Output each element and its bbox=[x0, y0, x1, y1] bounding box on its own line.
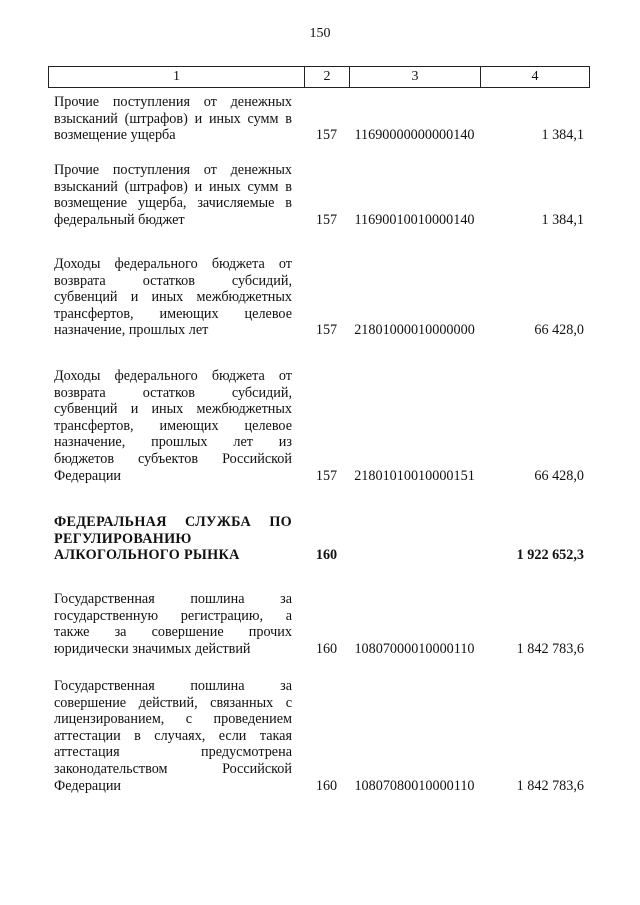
row-budget-code: 10807000010000110 bbox=[354, 640, 475, 657]
description-line: Федерации bbox=[54, 777, 122, 794]
row-amount: 66 428,0 bbox=[534, 467, 584, 484]
description-line: государственную регистрацию, а bbox=[54, 607, 292, 624]
description-line: Федерации bbox=[54, 467, 122, 484]
row-description bbox=[54, 162, 292, 228]
row-amount: 1 922 652,3 bbox=[516, 547, 584, 564]
description-line: совершение действий, связанных с bbox=[54, 694, 292, 711]
row-description bbox=[54, 591, 292, 657]
column-header-2: 2 bbox=[305, 67, 350, 87]
row-amount: 1 384,1 bbox=[541, 211, 584, 228]
description-line: Доходы федерального бюджета от bbox=[54, 256, 292, 272]
row-description bbox=[54, 678, 292, 794]
description-line: Доходы федерального бюджета от bbox=[54, 368, 292, 384]
column-header-3: 3 bbox=[350, 67, 481, 87]
row-budget-code: 21801000010000000 bbox=[354, 322, 475, 339]
row-admin-code: 157 bbox=[315, 467, 338, 484]
description-line: возврата остатков субсидий, bbox=[54, 384, 292, 401]
row-admin-code: 160 bbox=[315, 640, 338, 657]
row-description bbox=[54, 368, 292, 484]
description-line: аттестация предусмотрена bbox=[54, 744, 292, 761]
description-line: трансфертов, имеющих целевое bbox=[54, 417, 292, 434]
description-line: взысканий (штрафов) и иных сумм в bbox=[54, 178, 292, 195]
row-admin-code: 157 bbox=[315, 211, 338, 228]
row-budget-code: 11690010010000140 bbox=[354, 211, 475, 228]
description-line: Государственная пошлина за bbox=[54, 591, 292, 607]
description-line: субвенций и иных межбюджетных bbox=[54, 401, 292, 418]
row-description bbox=[54, 94, 292, 144]
row-budget-code: 10807080010000110 bbox=[354, 777, 475, 794]
column-header-row bbox=[48, 66, 590, 88]
description-line: лицензированием, с проведением bbox=[54, 711, 292, 728]
description-line: трансфертов, имеющих целевое bbox=[54, 305, 292, 322]
row-amount: 1 384,1 bbox=[541, 127, 584, 144]
column-header-1: 1 bbox=[49, 67, 305, 87]
row-admin-code: 160 bbox=[315, 777, 338, 794]
row-description bbox=[54, 514, 292, 564]
row-description bbox=[54, 256, 292, 339]
description-line: бюджетов субъектов Российской bbox=[54, 450, 292, 467]
row-budget-code: 11690000000000140 bbox=[354, 127, 475, 144]
row-amount: 1 842 783,6 bbox=[516, 777, 584, 794]
description-line: Прочие поступления от денежных bbox=[54, 162, 292, 178]
description-line: АЛКОГОЛЬНОГО РЫНКА bbox=[54, 547, 240, 564]
description-line: возмещение ущерба, зачисляемые в bbox=[54, 195, 292, 212]
description-line: возврата остатков субсидий, bbox=[54, 272, 292, 289]
description-line: федеральный бюджет bbox=[54, 211, 185, 228]
row-budget-code: 21801010010000151 bbox=[354, 467, 475, 484]
description-line: РЕГУЛИРОВАНИЮ bbox=[54, 530, 192, 547]
row-admin-code: 157 bbox=[315, 127, 338, 144]
description-line: Государственная пошлина за bbox=[54, 678, 292, 694]
description-line: назначение, прошлых лет из bbox=[54, 434, 292, 451]
description-line: ФЕДЕРАЛЬНАЯ СЛУЖБА ПО bbox=[54, 514, 292, 530]
description-line: субвенций и иных межбюджетных bbox=[54, 289, 292, 306]
description-line: назначение, прошлых лет bbox=[54, 322, 209, 339]
description-line: юридически значимых действий bbox=[54, 640, 251, 657]
description-line: Прочие поступления от денежных bbox=[54, 94, 292, 110]
column-header-4: 4 bbox=[531, 69, 539, 84]
description-line: также за совершение прочих bbox=[54, 624, 292, 641]
page-number: 150 bbox=[309, 26, 331, 41]
row-amount: 1 842 783,6 bbox=[516, 640, 584, 657]
description-line: возмещение ущерба bbox=[54, 127, 176, 144]
row-amount: 66 428,0 bbox=[534, 322, 584, 339]
row-admin-code: 157 bbox=[315, 322, 338, 339]
budget-table bbox=[48, 66, 590, 794]
description-line: взысканий (штрафов) и иных сумм в bbox=[54, 110, 292, 127]
description-line: аттестации в случаях, если такая bbox=[54, 727, 292, 744]
description-line: законодательством Российской bbox=[54, 760, 292, 777]
row-admin-code: 160 bbox=[315, 547, 338, 564]
